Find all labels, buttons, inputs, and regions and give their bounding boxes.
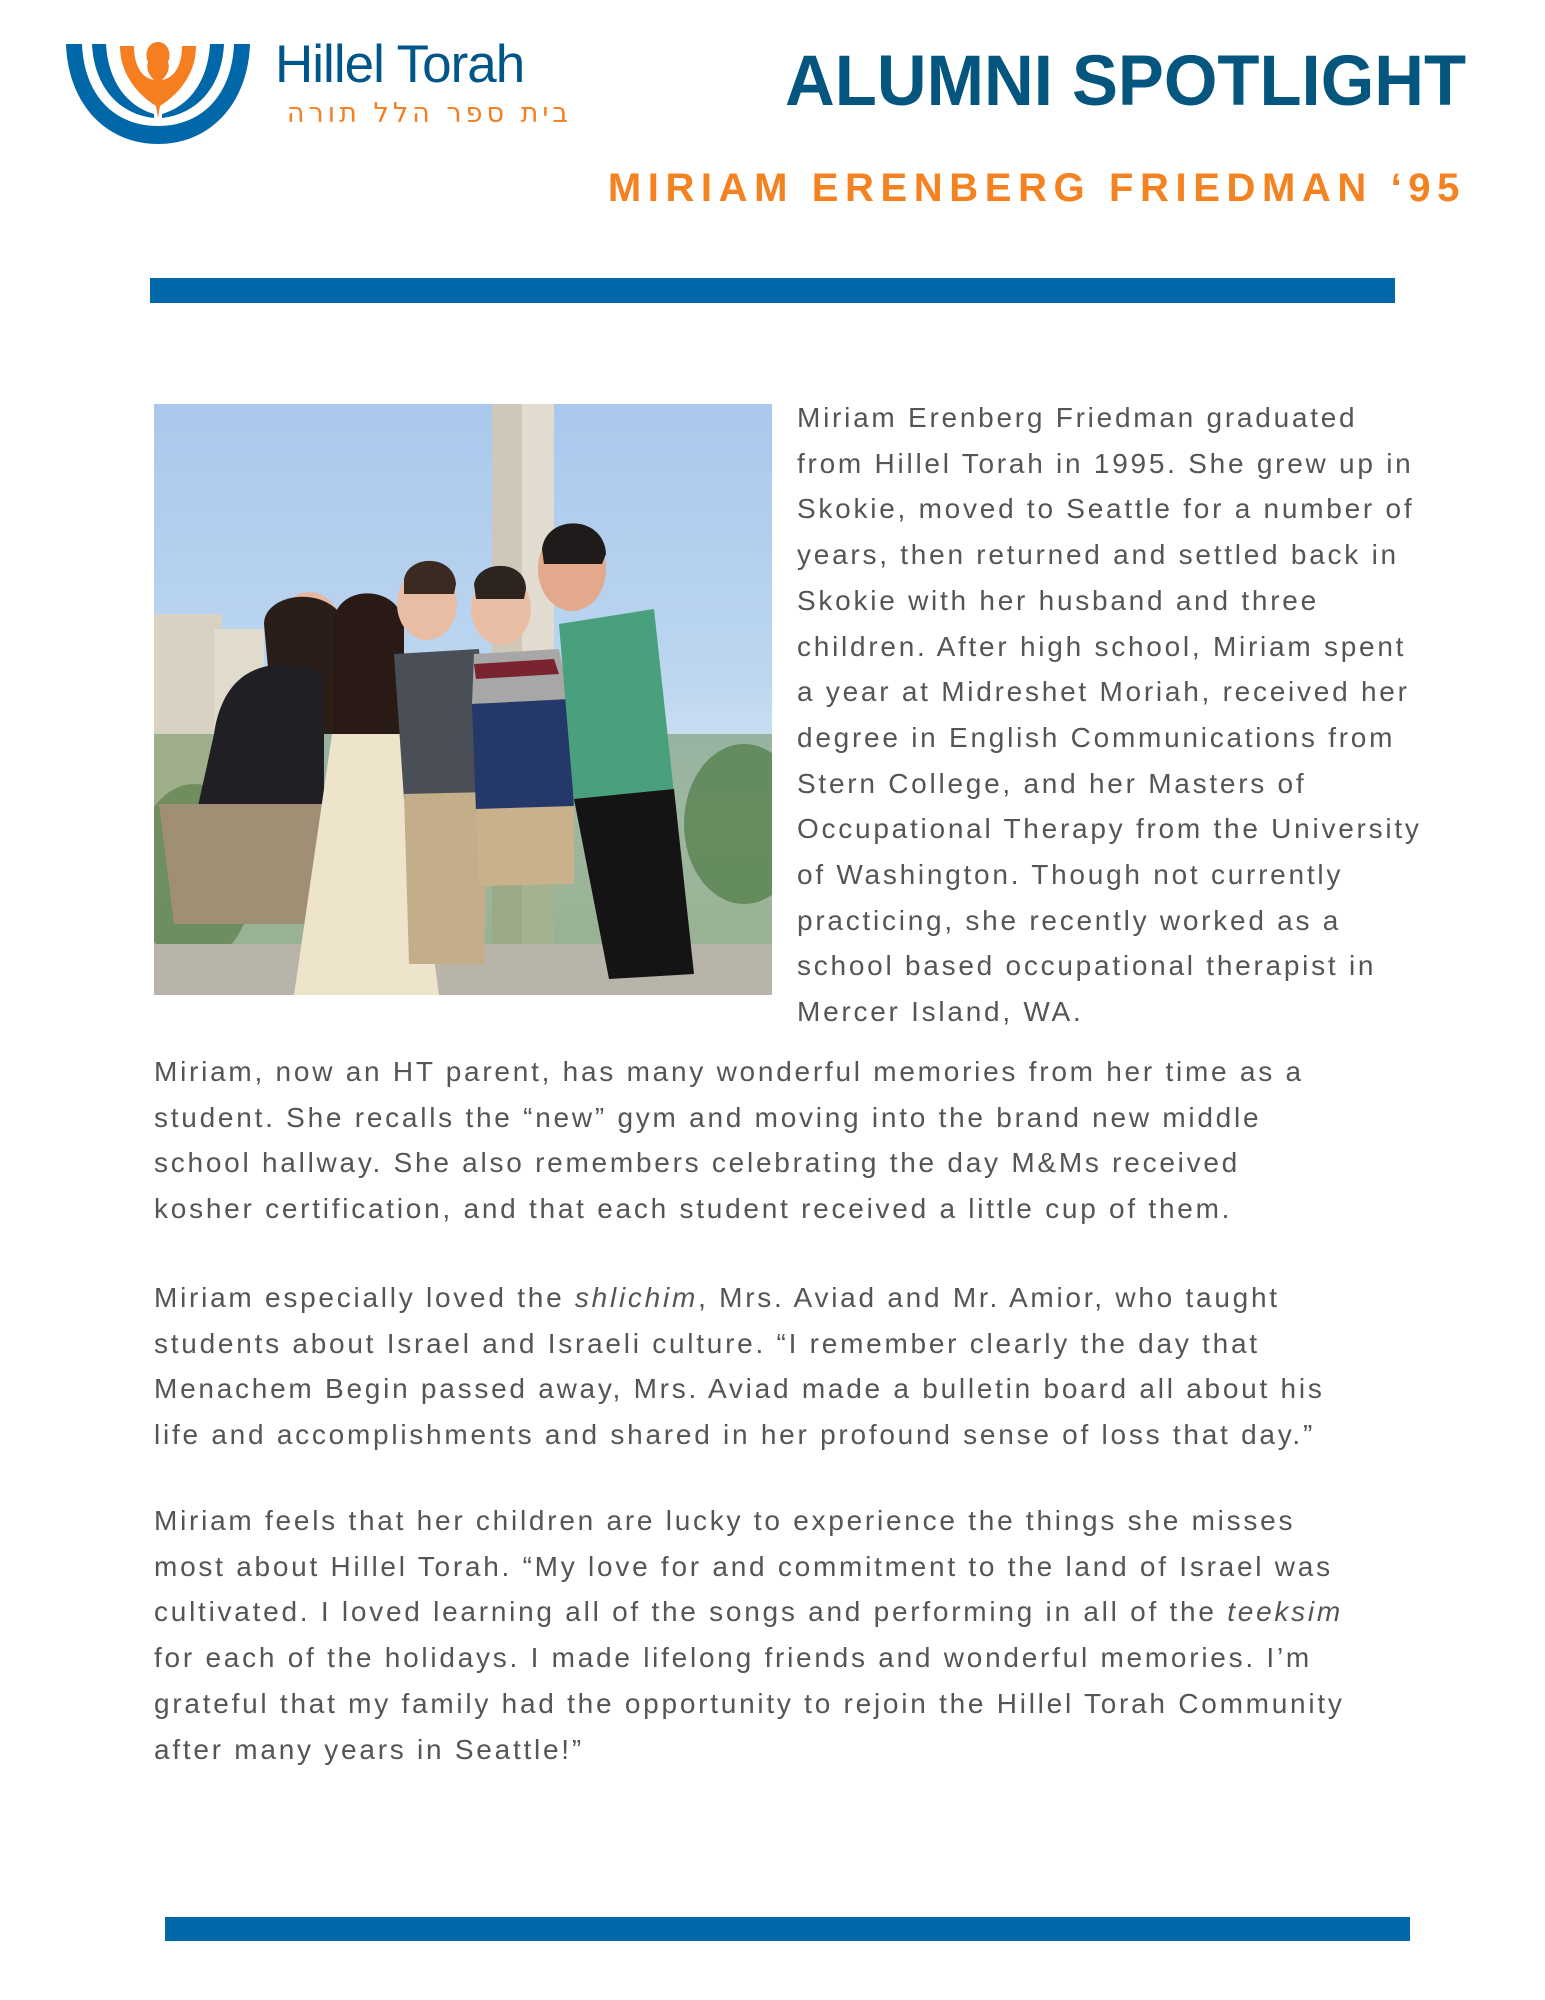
- text-line: Menachem Begin passed away, Mrs. Aviad made a bulletin board all about his: [154, 1373, 1325, 1405]
- italic-term-shlichim: shlichim: [574, 1282, 699, 1313]
- article-paragraph-1: [797, 395, 1517, 1035]
- text-line: school based occupational therapist in: [797, 950, 1377, 982]
- text-line: of Washington. Though not currently: [797, 859, 1344, 891]
- alumni-name: MIRIAM ERENBERG FRIEDMAN ‘95: [607, 166, 1466, 210]
- text-line: [154, 1589, 1534, 1635]
- text-line: Miriam, now an HT parent, has many wonderful memories from her time as a: [154, 1056, 1304, 1087]
- text-line: kosher certification, and that each student received a little cup of them.: [154, 1193, 1233, 1225]
- text-line: Mercer Island, WA.: [797, 996, 1084, 1028]
- italic-term-teeksim: teeksim: [1227, 1596, 1343, 1628]
- text-line: most about Hillel Torah. “My love for and commitment to the land of Israel was: [154, 1550, 1333, 1582]
- text-line: students about Israel and Israeli culture. “I remember clearly the day that: [154, 1327, 1260, 1359]
- bottom-divider: [165, 1917, 1410, 1941]
- text-line: life and accomplishments and shared in her profound sense of loss that day.”: [154, 1419, 1316, 1451]
- text-line: Occupational Therapy from the University: [797, 813, 1422, 845]
- article-paragraph-2: [154, 1049, 1534, 1232]
- logo-hebrew-name: בית ספר הלל תורה: [286, 98, 572, 129]
- text-line: Skokie, moved to Seattle for a number of: [797, 493, 1415, 525]
- logo-name: Hillel Torah: [275, 35, 525, 94]
- top-divider: [150, 278, 1395, 303]
- text-run: cultivated. I loved learning all of the songs and performing in all of the: [154, 1596, 1228, 1628]
- text-line: Miriam Erenberg Friedman graduated: [797, 402, 1358, 433]
- menorah-logo-icon: [62, 40, 254, 146]
- text-line: practicing, she recently worked as a: [797, 904, 1342, 936]
- text-line: student. She recalls the “new” gym and moving into the brand new middle: [154, 1101, 1262, 1133]
- text-line: from Hillel Torah in 1995. She grew up in: [797, 447, 1414, 479]
- text-line: [154, 1275, 1534, 1321]
- article-paragraph-4: [154, 1498, 1534, 1772]
- hillel-torah-logo: [62, 35, 582, 148]
- text-line: for each of the holidays. I made lifelong friends and wonderful memories. I’m: [154, 1642, 1313, 1674]
- text-run: Miriam especially loved the: [154, 1282, 575, 1313]
- text-line: Stern College, and her Masters of: [797, 767, 1307, 799]
- page-title: ALUMNI SPOTLIGHT: [784, 42, 1466, 121]
- text-line: a year at Midreshet Moriah, received her: [797, 676, 1410, 708]
- family-photo: [154, 404, 772, 995]
- text-line: degree in English Communications from: [797, 721, 1396, 753]
- text-line: after many years in Seattle!”: [154, 1733, 584, 1765]
- text-line: grateful that my family had the opportunity to rejoin the Hillel Torah Community: [154, 1687, 1345, 1719]
- article-paragraph-3: [154, 1275, 1534, 1458]
- text-line: years, then returned and settled back in: [797, 539, 1399, 571]
- text-run: , Mrs. Aviad and Mr. Amior, who taught: [698, 1282, 1280, 1313]
- text-line: children. After high school, Miriam spent: [797, 630, 1407, 662]
- text-line: school hallway. She also remembers celebrating the day M&Ms received: [154, 1147, 1241, 1179]
- text-line: Skokie with her husband and three: [797, 584, 1319, 616]
- text-line: Miriam feels that her children are lucky to experience the things she misses: [154, 1505, 1296, 1536]
